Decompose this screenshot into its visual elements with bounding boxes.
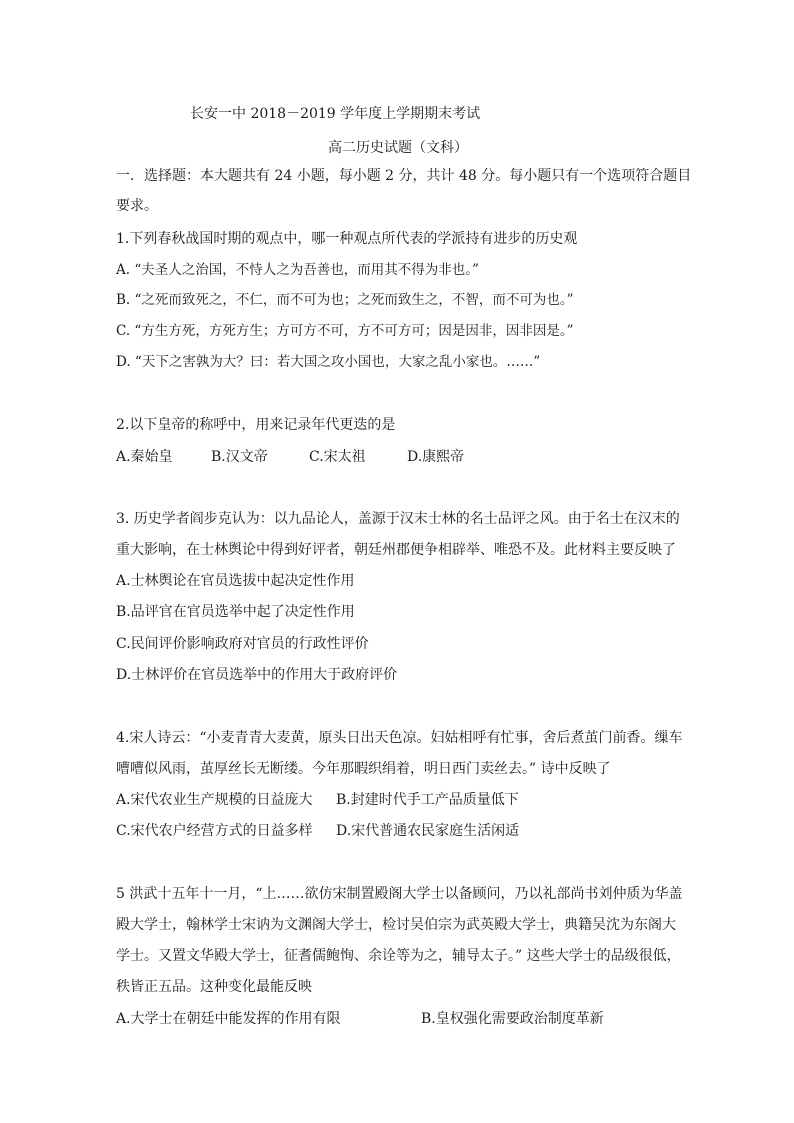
question-5-option-a: A.大学士在朝廷中能发挥的作用有限: [116, 1011, 341, 1027]
question-1-option-d: D. “天下之害孰为大？曰：若大国之攻小国也，大家之乱小家也。……”: [116, 354, 541, 370]
question-2-stem: 2.以下皇帝的称呼中，用来记录年代更迭的是: [116, 417, 396, 433]
exam-subtitle: 高二历史试题（文科）: [328, 140, 468, 156]
question-5-stem-line2: 殿大学士，翰林学士宋讷为文渊阁大学士，检讨吴伯宗为武英殿大学士，典籍吴沈为东阁大: [116, 917, 676, 933]
question-2-option-d: D.康熙帝: [407, 449, 465, 465]
question-1-option-c: C. “方生方死，方死方生；方可方不可，方不可方可；因是因非，因非因是。”: [116, 323, 574, 339]
question-3-stem-line2: 重大影响，在士林舆论中得到好评者，朝廷州郡便争相辟举、唯恐不及。此材料主要反映了: [116, 542, 676, 558]
question-3-option-b: B.品评官在官员选举中起了决定性作用: [116, 604, 355, 620]
question-2-option-a: A.秦始皇: [116, 449, 173, 465]
question-5-option-b: B.皇权强化需要政治制度革新: [421, 1011, 604, 1027]
question-1-option-b: B. “之死而致死之，不仁，而不可为也；之死而致生之，不智，而不可为也。”: [116, 292, 574, 308]
section-instructions-line1: 一．选择题：本大题共有 24 小题，每小题 2 分，共计 48 分。每小题只有一个选项符合题目: [116, 168, 692, 184]
question-4-stem-line1: 4.宋人诗云：“小麦青青大麦黄，原头日出天色凉。妇姑相呼有忙事，舍后煮茧门前香。缫车: [116, 730, 683, 746]
question-4-option-c: C.宋代农户经营方式的日益多样: [116, 823, 313, 839]
question-4-stem-line2: 嘈嘈似风雨，茧厚丝长无断缕。今年那暇织绢着，明日西门卖丝去。” 诗中反映了: [116, 761, 611, 777]
question-1-stem: 1.下列春秋战国时期的观点中，哪一种观点所代表的学派持有进步的历史观: [116, 231, 578, 247]
question-5-stem-line4: 秩皆正五品。这种变化最能反映: [116, 979, 312, 995]
question-3-option-a: A.士林舆论在官员选拔中起决定性作用: [116, 573, 355, 589]
question-3-option-d: D.士林评价在官员选举中的作用大于政府评价: [116, 667, 398, 683]
question-4-option-d: D.宋代普通农民家庭生活闲适: [336, 823, 520, 839]
question-4-option-a: A.宋代农业生产规模的日益庞大: [116, 792, 313, 808]
section-instructions-line2: 要求。: [116, 198, 158, 214]
question-3-option-c: C.民间评价影响政府对官员的行政性评价: [116, 636, 369, 652]
question-5-stem-line3: 学士。又置文华殿大学士，征耆儒鲍恂、余诠等为之，辅导太子。” 这些大学士的品级很低，: [116, 948, 681, 964]
question-2-option-b: B.汉文帝: [211, 449, 268, 465]
question-3-stem-line1: 3. 历史学者阎步克认为：以九品论人，盖源于汉末士林的名士品评之风。由于名士在汉末的: [116, 511, 680, 527]
question-5-stem-line1: 5 洪武十五年十一月，“上……欲仿宋制置殿阁大学士以备顾问，乃以礼部尚书刘仲质为华盖: [116, 886, 683, 902]
question-4-option-b: B.封建时代手工产品质量低下: [336, 792, 519, 808]
question-1-option-a: A. “夫圣人之治国，不恃人之为吾善也，而用其不得为非也。”: [116, 262, 479, 278]
question-2-option-c: C.宋太祖: [309, 449, 366, 465]
exam-title: 长安一中 2018－2019 学年度上学期期末考试: [190, 106, 481, 122]
